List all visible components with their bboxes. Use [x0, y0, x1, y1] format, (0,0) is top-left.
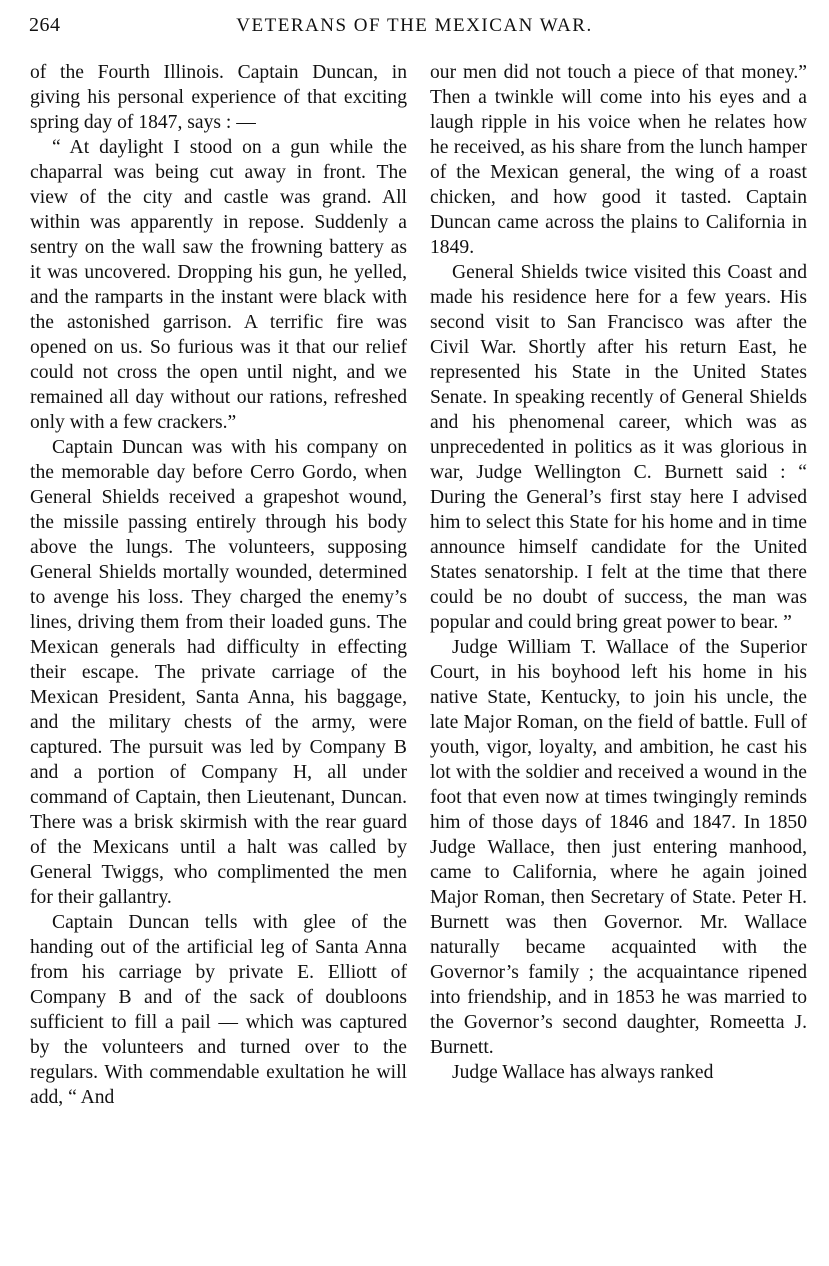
paragraph-left-3: Captain Duncan was with his company on the memorable day before Cerro Gordo, when General Shields received a grapeshot wound, the missile passing entirely through his body above the lungs. The volunteers, supposing General Shields mortally wounded, determined to avenge his loss. They charged the enemy’s lines, driving them from their loaded guns. The Mexican generals had difficulty in effecting their escape. The private carriage of the Mexican President, Santa Anna, his baggage, and the military chests of the army, were captured. The pursuit was led by Company B and a portion of Company H, all under command of Captain, then Lieutenant, Duncan. There was a brisk skirmish with the rear guard of the Mexicans until a halt was called by General Twiggs, who complimented the men for their gallantry.	[30, 437, 407, 908]
paragraph-right-4: Judge Wallace has always ranked	[452, 1062, 714, 1083]
page-header	[0, 14, 829, 44]
left-column	[30, 60, 407, 1110]
paragraph-right-2: General Shields twice visited this Coast and made his residence here for a few years. His second visit to San Francisco was after the Civil War. Shortly after his return East, he represented his State in the United States Senate. In speaking recently of General Shields and his phenomenal career, which was as unprecedented in politics as it was glorious in war, Judge Wellington C. Burnett said : “ During the General’s first stay here I advised him to select this State for his home and in time announce himself candidate for the United States senatorship. I felt at the time that there could be no doubt of success, the man was popular and could bring great power to bear. ”	[430, 262, 807, 633]
paragraph-left-1: of the Fourth Illinois. Captain Duncan, in giving his personal experience of that exciting spring day of 1847, says : —	[30, 62, 407, 133]
page-number: 264	[29, 14, 61, 36]
right-column	[430, 60, 807, 1085]
paragraph-left-2: “ At daylight I stood on a gun while the chaparral was being cut away in front. The view of the city and castle was grand. All within was apparently in repose. Suddenly a sentry on the wall saw the frowning battery as it was uncovered. Dropping his gun, he yelled, and the ramparts in the instant were black with the astonished garrison. A terrific fire was opened on us. So furious was it that our relief could not cross the open until night, and we remained all day without our rations, refreshed only with a few crackers.”	[30, 137, 407, 433]
running-title: VETERANS OF THE MEXICAN WAR.	[236, 15, 593, 36]
paragraph-right-1: our men did not touch a piece of that money.” Then a twinkle will come into his eyes and a laugh ripple in his voice when he relates how he received, as his share from the lunch hamper of the Mexican general, the wing of a roast chicken, and how good it tasted. Captain Duncan came across the plains to California in 1849.	[430, 62, 807, 258]
paragraph-right-3: Judge William T. Wallace of the Superior Court, in his boyhood left his home in his native State, Kentucky, to join his uncle, the late Major Roman, on the field of battle. Full of youth, vigor, loyalty, and ambition, he cast his lot with the soldier and received a wound in the foot that even now at times twingingly reminds him of those days of 1846 and 1847. In 1850 Judge Wallace, then just entering manhood, came to California, where he again joined Major Roman, then Secretary of State. Peter H. Burnett was then Governor. Mr. Wallace naturally became acquainted with the Governor’s family ; the acquaintance ripened into friendship, and in 1853 he was married to the Governor’s second daughter, Romeetta J. Burnett.	[430, 637, 807, 1058]
paragraph-left-4: Captain Duncan tells with glee of the handing out of the artificial leg of Santa Anna from his carriage by private E. Elliott of Company B and of the sack of doubloons sufficient to fill a pail — which was captured by the volunteers and turned over to the regulars. With commendable exultation he will add, “ And	[30, 912, 407, 1108]
